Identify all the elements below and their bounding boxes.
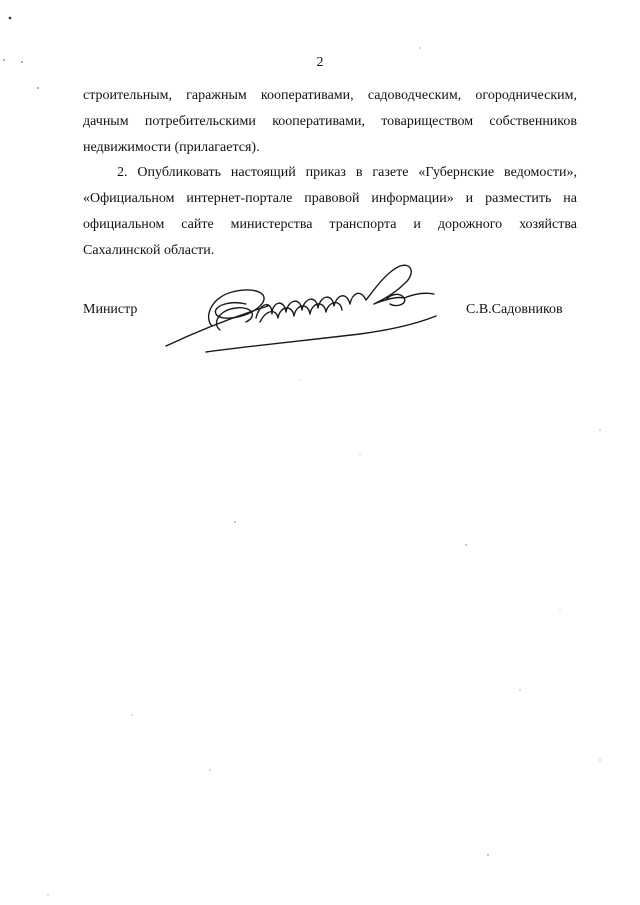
paragraph-1 (83, 83, 577, 161)
paragraph-2-line-1: 2. Опубликовать настоящий приказ в газете «Губернские ведомости», (117, 165, 577, 180)
signer-title: Министр (83, 302, 138, 317)
page-number: 2 (316, 55, 324, 70)
paragraph-1-line-3: недвижимости (прилагается). (83, 140, 260, 155)
paragraph-1-line-1: строительным, гаражным кооперативами, садоводческим, огородническим, (83, 88, 577, 103)
paragraph-2-line-4: Сахалинской области. (83, 243, 215, 258)
paragraph-2-line-3: официальном сайте министерства транспорта и дорожного хозяйства (83, 217, 577, 232)
signature-block (0, 300, 640, 380)
handwritten-signature (160, 260, 460, 370)
paragraph-2-line-2: «Официальном интернет-портале правовой информации» и разместить на (83, 191, 577, 206)
paragraph-2 (83, 160, 577, 264)
signer-name: С.В.Садовников (466, 302, 563, 317)
paragraph-1-line-2: дачным потребительскими кооперативами, товариществом собственников (83, 114, 577, 129)
